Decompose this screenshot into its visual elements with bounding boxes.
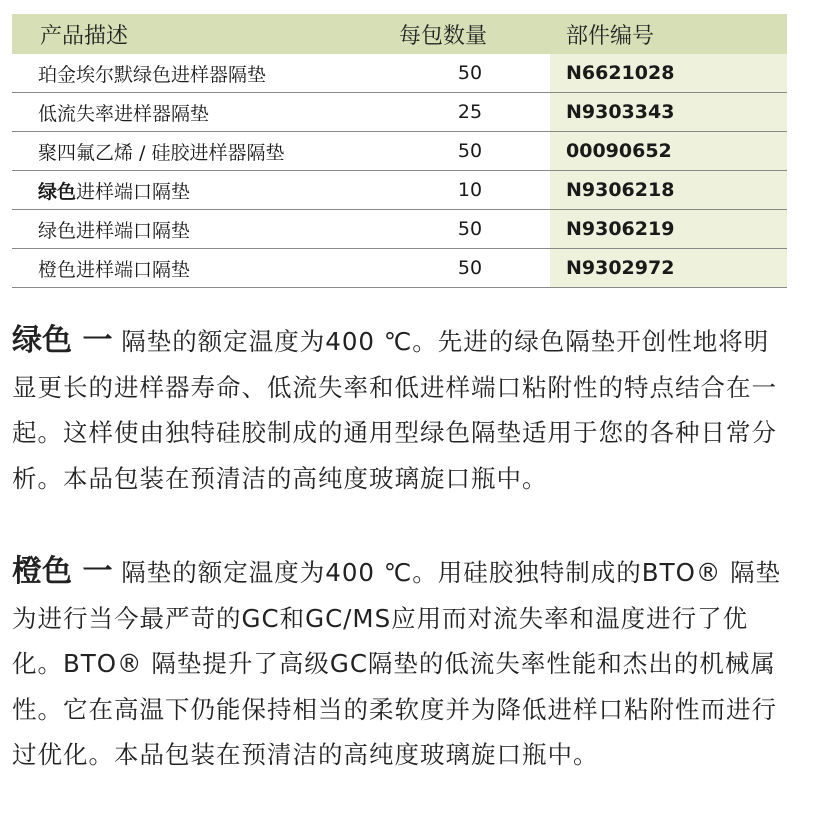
- row-part-number: N9303343: [550, 93, 787, 131]
- orange-text: 隔垫的额定温度为400 ℃。用硅胶独特制成的BTO® 隔垫为进行当今最严苛的GC和GC/MS应用而对流失率和温度进行了优化。BTO® 隔垫提升了高级GC隔垫的低流失率性能和杰出的机械属性。它在高温下仍能保持相当的柔软度并为降低进样口粘附性而进行过优化。本品包装在预清洁的高纯度玻璃旋口瓶中。: [12, 558, 782, 769]
- row-description: 绿色进样端口隔垫: [38, 219, 191, 242]
- table-row: [12, 54, 787, 93]
- row-part-number: N9302972: [550, 249, 787, 287]
- table-row: [12, 132, 787, 171]
- row-description: 珀金埃尔默绿色进样器隔垫: [38, 63, 267, 86]
- header-description: 产品描述: [40, 23, 129, 49]
- row-description: 橙色进样端口隔垫: [38, 258, 191, 281]
- table-header: [12, 14, 787, 54]
- row-quantity: 50: [457, 218, 483, 240]
- row-quantity: 25: [457, 101, 483, 123]
- orange-septa-paragraph: [12, 549, 787, 778]
- table-row: [12, 171, 787, 210]
- table-row: [12, 249, 787, 288]
- row-description-bold: 绿色: [38, 180, 77, 203]
- green-lead: 绿色 一: [12, 323, 113, 358]
- row-description: 低流失率进样器隔垫: [38, 102, 210, 125]
- row-quantity: 10: [457, 179, 483, 201]
- row-description: 绿色进样端口隔垫: [38, 180, 191, 203]
- product-table: [12, 14, 787, 288]
- row-quantity: 50: [457, 140, 483, 162]
- row-part-number: 00090652: [550, 132, 787, 170]
- row-part-number: N9306218: [550, 171, 787, 209]
- row-description: 聚四氟乙烯 / 硅胶进样器隔垫: [38, 141, 285, 164]
- row-part-number: N6621028: [550, 54, 787, 92]
- row-quantity: 50: [457, 62, 483, 84]
- orange-lead: 橙色 一: [12, 554, 113, 589]
- green-septa-paragraph: [12, 318, 787, 501]
- header-part-number: 部件编号: [566, 23, 655, 49]
- green-text: 隔垫的额定温度为400 ℃。先进的绿色隔垫开创性地将明显更长的进样器寿命、低流失率和低进样端口粘附性的特点结合在一起。这样使由独特硅胶制成的通用型绿色隔垫适用于您的各种日常分析。本品包装在预清洁的高纯度玻璃旋口瓶中。: [12, 327, 777, 493]
- header-quantity: 每包数量: [399, 23, 488, 49]
- row-quantity: 50: [457, 257, 483, 279]
- row-part-number: N9306219: [550, 210, 787, 248]
- table-row: [12, 210, 787, 249]
- table-row: [12, 93, 787, 132]
